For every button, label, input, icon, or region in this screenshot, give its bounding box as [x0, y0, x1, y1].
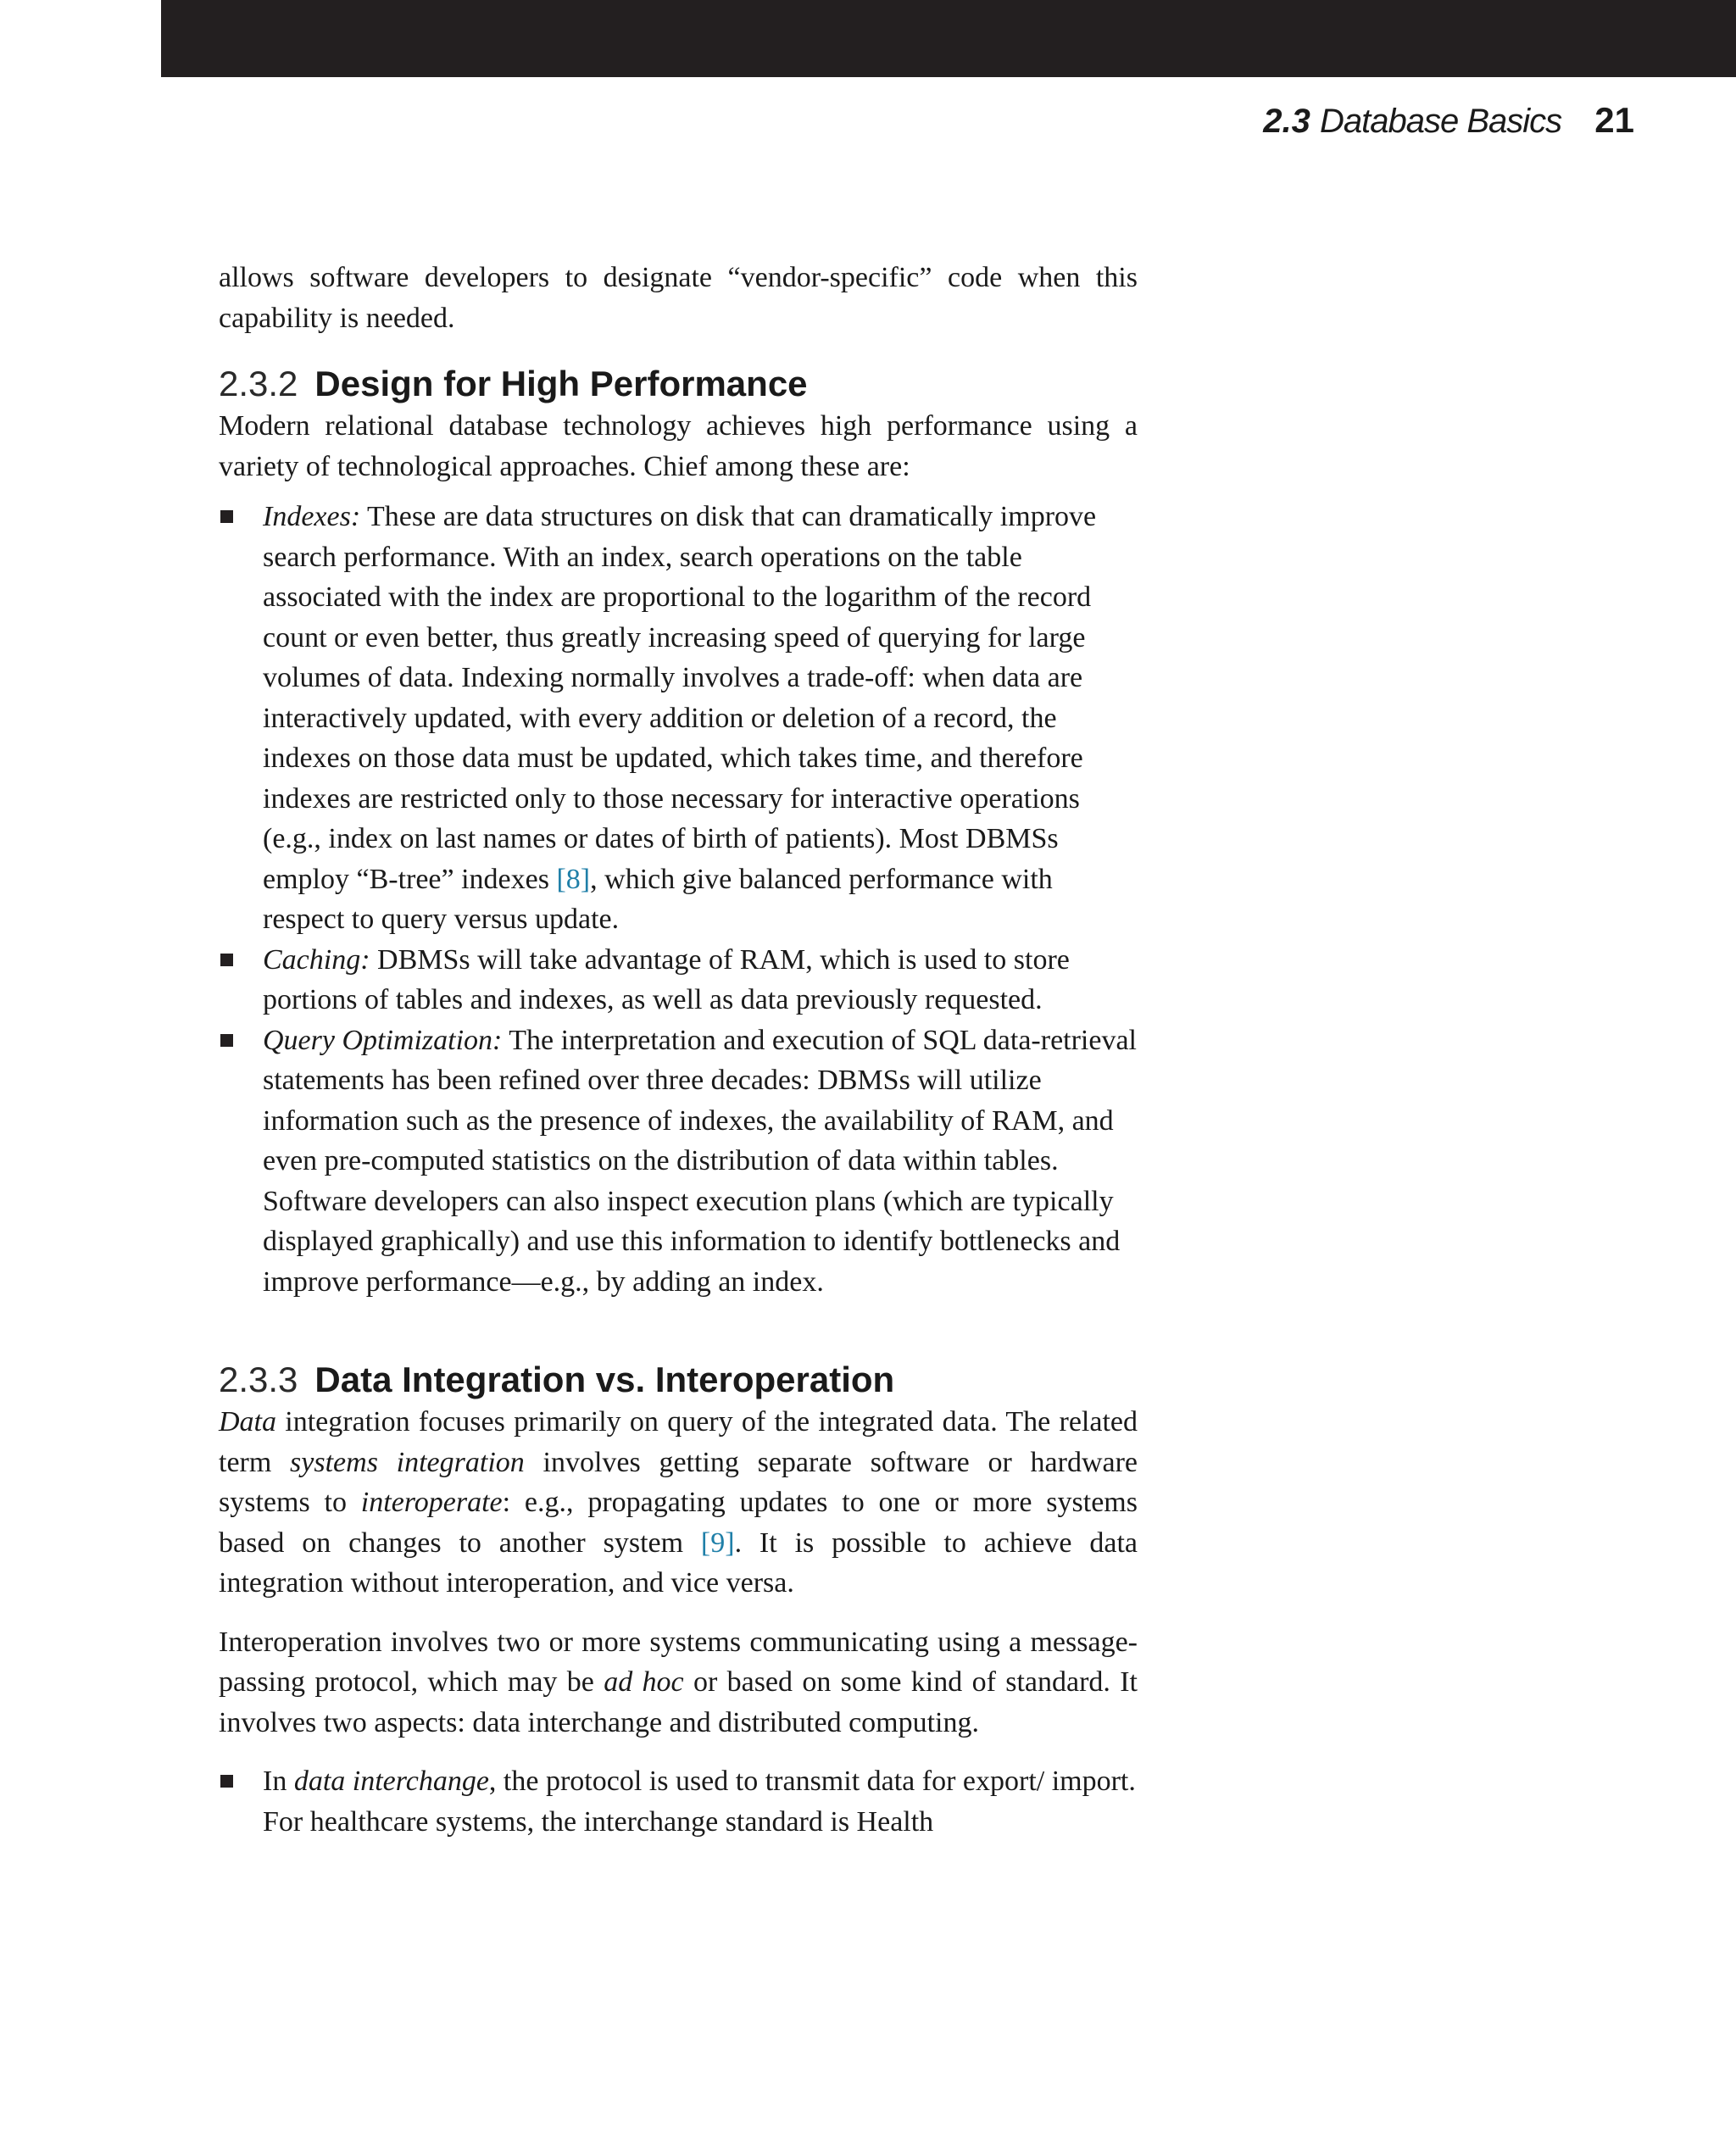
section-heading-2-3-3	[219, 1358, 1138, 1402]
term-systems-integration: systems integration	[290, 1446, 525, 1478]
bullet-square-icon	[220, 510, 233, 523]
list-item-text: The interpretation and execution of SQL data-retrieval statements has been refined over three decades: DBMSs will utilize information such as the presence of indexes, the availability of RAM, and even pre-computed statistics on the distribution of data within tables. Software developers can also inspect execution plans (which are typically displayed graphically) and use this information to identify bottlenecks and improve performance—e.g., by adding an index.	[263, 1024, 1138, 1298]
term-ad-hoc: ad hoc	[604, 1666, 684, 1698]
list-item-text: In	[263, 1766, 294, 1797]
citation-link-8[interactable]: [8]	[556, 863, 591, 895]
term-query-optimization: Query Optimization:	[263, 1024, 503, 1056]
section-2-3-3-paragraph-2	[219, 1622, 1138, 1743]
list-item-text: DBMSs will take advantage of RAM, which is used to store portions of tables and indexes, as well as data previously requested.	[263, 943, 1070, 1015]
list-item-query-optimization	[219, 1020, 1138, 1303]
running-head-section-title: Database Basics	[1320, 103, 1562, 140]
intro-paragraph: allows software developers to designate “vendor-specific” code when this capability is needed.	[219, 262, 1138, 334]
section-2-3-2-lead: Modern relational database technology achieves high performance using a variety of technological approaches. Chief among these are:	[219, 410, 1138, 482]
bullet-square-icon	[220, 1034, 233, 1047]
paragraph-text: : e.g., propagating updates to one or more systems based on changes to another system	[219, 1487, 1138, 1559]
term-indexes: Indexes:	[263, 501, 361, 532]
paragraph-text: Interoperation involves two or more systems communicating using a message-passing protocol, which may be	[219, 1626, 1138, 1698]
term-interoperate: interoperate	[360, 1487, 503, 1518]
section-2-3-3-paragraph-1	[219, 1402, 1138, 1604]
page-number: 21	[1594, 100, 1634, 140]
section-heading-2-3-2	[219, 362, 1138, 406]
term-data-interchange: data interchange	[293, 1766, 489, 1797]
section-title: Design for High Performance	[314, 364, 808, 403]
list-item-text: , the protocol is used to transmit data for export/ import. For healthcare systems, the interchange standard is Health	[263, 1766, 1136, 1838]
paragraph-text: involves getting separate software or hardware systems to	[219, 1446, 1138, 1518]
section-number: 2.3.2	[219, 364, 298, 403]
section-title: Data Integration vs. Interoperation	[314, 1360, 895, 1399]
citation-link-9[interactable]: [9]	[700, 1527, 735, 1559]
header-bar	[161, 0, 1736, 77]
term-caching: Caching:	[263, 943, 370, 976]
paragraph-text: integration focuses primarily on query of the integrated data. The related term	[219, 1406, 1138, 1478]
list-item-indexes	[219, 497, 1138, 940]
running-head-section-number: 2.3	[1263, 103, 1310, 140]
bullet-square-icon	[220, 954, 233, 966]
section-number: 2.3.3	[219, 1360, 298, 1399]
interoperation-list	[219, 1761, 1138, 1842]
list-item-caching	[219, 940, 1138, 1020]
running-head	[1263, 100, 1634, 142]
bullet-square-icon	[220, 1775, 233, 1788]
paragraph-text: or based on some kind of standard. It involves two aspects: data interchange and distributed computing.	[219, 1666, 1138, 1738]
term-data: Data	[219, 1406, 276, 1438]
page-body	[219, 258, 1138, 1842]
list-item-data-interchange	[219, 1761, 1138, 1842]
paragraph-text: . It is possible to achieve data integration without interoperation, and vice versa.	[219, 1527, 1138, 1599]
list-item-text: These are data structures on disk that can dramatically improve search performance. With an index, search operations on the table associated with the index are proportional to the logarithm of the record count or even better, thus greatly increasing speed of querying for large volumes of data. Indexing normally involves a trade-off: when data are interactively updated, with every addition or deletion of a record, the indexes on those data must be updated, which takes time, and therefore indexes are restricted only to those necessary for interactive operations (e.g., index on last names or dates of birth of patients). Most DBMSs employ “B-tree” indexes	[263, 501, 1097, 895]
list-item-text: , which give balanced performance with respect to query versus update.	[263, 863, 1053, 935]
performance-list	[219, 497, 1138, 1302]
